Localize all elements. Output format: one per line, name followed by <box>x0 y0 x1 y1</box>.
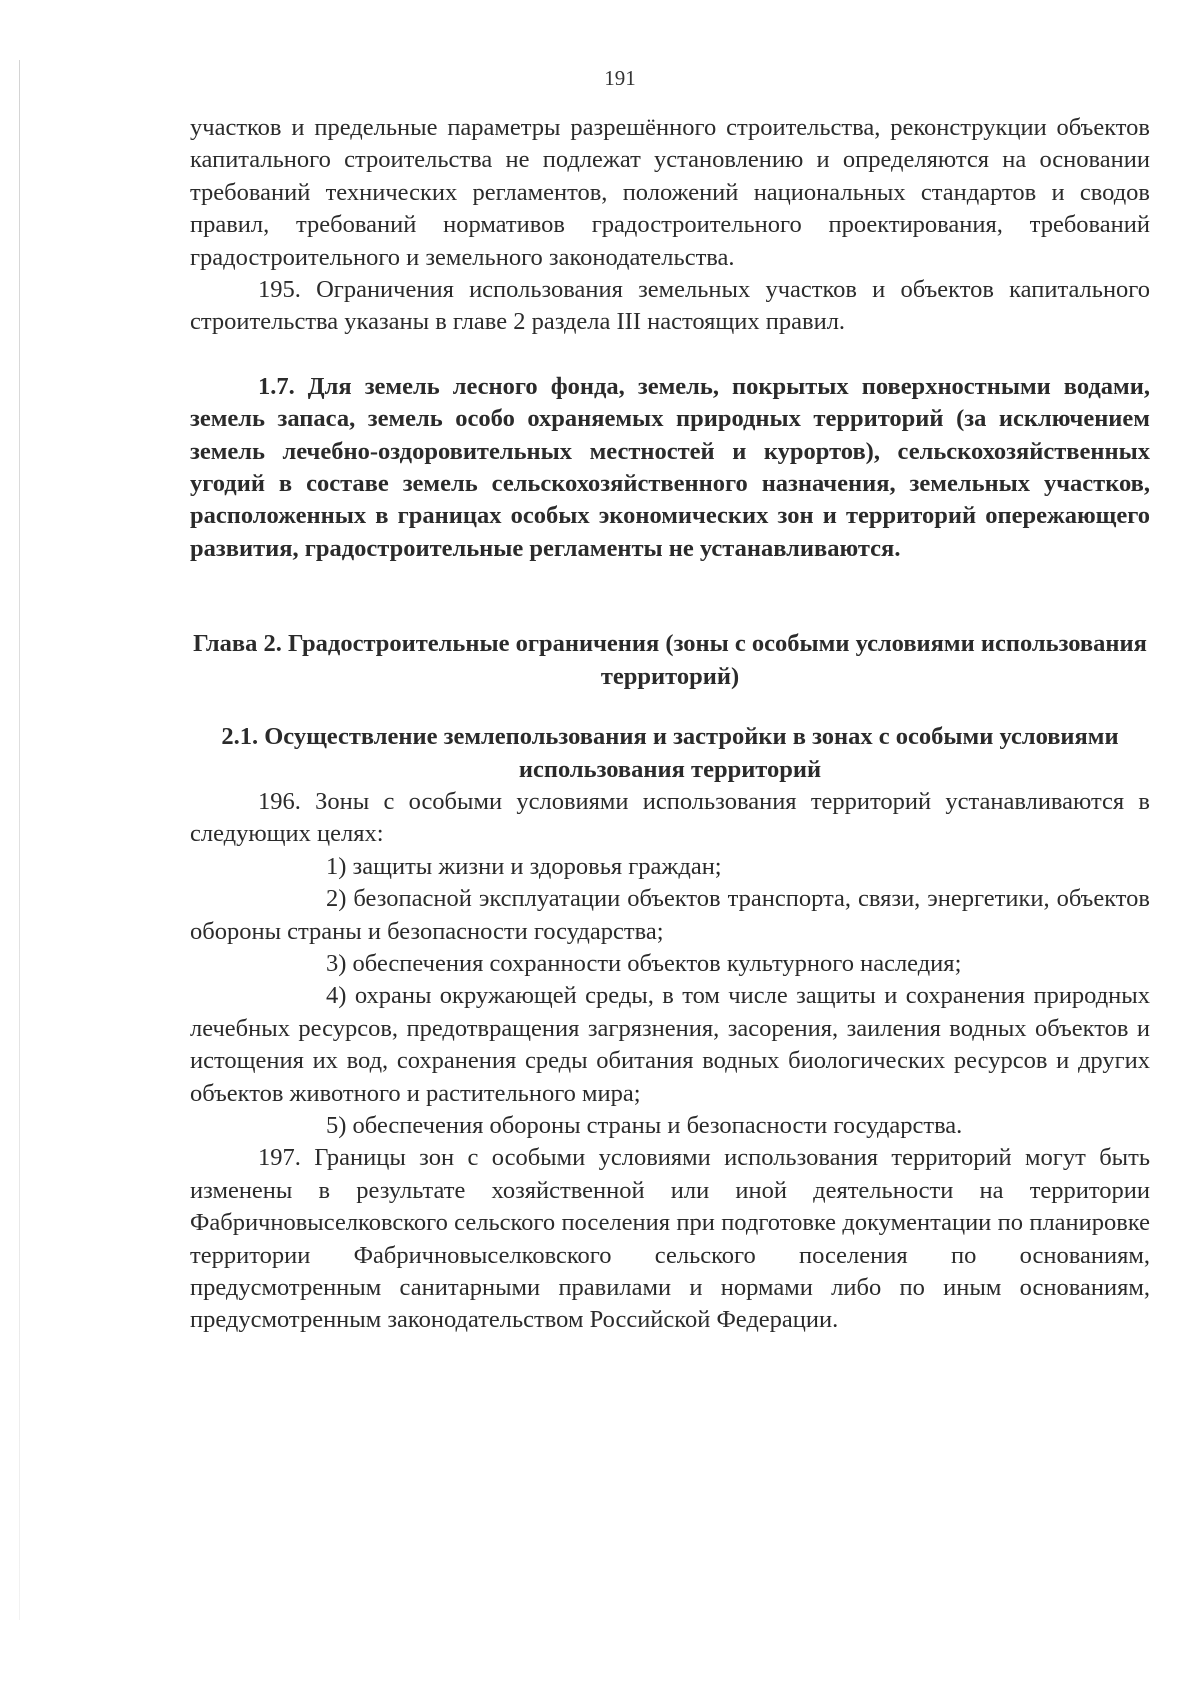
list-item <box>190 980 1150 1110</box>
section-title: 2.1. Осуществление землепользования и застройки в зонах с особыми условиями использования территорий <box>221 723 1119 783</box>
list-item-text: охраны окружающей среды, в том числе защиты и сохранения природных лечебных ресурсов, предотвращения загрязнения, засорения, заиления водных объектов и истощения их вод, сохранения среды обитания водных биологических ресурсов и других объектов животного и растительного мира; <box>190 982 1151 1107</box>
list-item-number: 4) <box>326 982 347 1010</box>
list-item-number: 5) <box>326 1111 347 1139</box>
paragraph-continuation: участков и предельные параметры разрешённого строительства, реконструкции объектов капитального строительства не подлежат установлению и определяются на основании требований технических регламентов, положений национальных стандартов и сводов правил, требований нормативов градостроительного проектирования, требований градостроительного и земельного законодательства. <box>190 114 1150 271</box>
paragraph-196-intro: 196. Зоны с особыми условиями использования территорий устанавливаются в следующих целях: <box>190 787 1150 848</box>
list-item <box>190 1110 1150 1142</box>
page-number: 191 <box>604 66 636 90</box>
list-item <box>190 883 1150 948</box>
list-item-number: 3) <box>326 949 347 977</box>
list-item-text: безопасной эксплуатации объектов транспорта, связи, энергетики, объектов обороны страны и безопасности государства; <box>190 885 1151 945</box>
chapter-title: Глава 2. Градостроительные ограничения (зоны с особыми условиями использования территорий) <box>193 630 1147 690</box>
list-item <box>190 948 1150 980</box>
list-item-text: обеспечения сохранности объектов культурного наследия; <box>352 949 962 977</box>
paragraph-195: 195. Ограничения использования земельных участков и объектов капитального строительства указаны в главе 2 раздела III настоящих правил. <box>190 276 1150 336</box>
document-body <box>190 112 1150 1337</box>
list-item-number: 1) <box>326 852 347 880</box>
scan-page-edge <box>19 60 20 1620</box>
list-item <box>190 851 1150 883</box>
paragraph-1-7: 1.7. Для земель лесного фонда, земель, покрытых поверхностными водами, земель запаса, земель особо охраняемых природных территорий (за исключением земель лечебно-оздоровительных местностей и курортов), сельскохозяйственных угодий в составе земель сельскохозяйственного назначения, земельных участков, расположенных в границах особых экономических зон и территорий опережающего развития, градостроительные регламенты не устанавливаются. <box>190 372 1150 562</box>
paragraph-197: 197. Границы зон с особыми условиями использования территорий могут быть изменены в результате хозяйственной или иной деятельности на территории Фабричновыселковского сельского поселения при подготовке документации по планировке территории Фабричновыселковского сельского поселения по основаниям, предусмотренным санитарными правилами и нормами либо по иным основаниям, предусмотренным законодательством Российской Федерации. <box>190 1144 1150 1334</box>
list-item-number: 2) <box>326 885 347 913</box>
list-item-text: защиты жизни и здоровья граждан; <box>352 852 722 880</box>
list-item-text: обеспечения обороны страны и безопасности государства. <box>352 1111 963 1139</box>
